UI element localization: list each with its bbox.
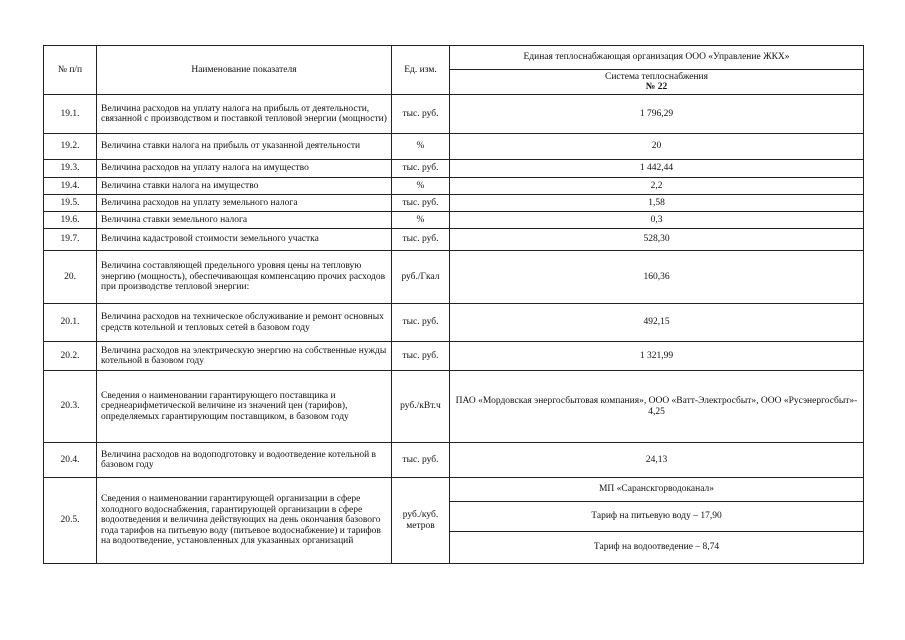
row-num: 20.: [44, 251, 97, 304]
row-name: Величина расходов на уплату налога на прибыль от деятельности, связанной с производством и поставкой тепловой энергии (мощности): [97, 95, 392, 134]
row-num: 20.1.: [44, 304, 97, 342]
row-name: Величина кадастровой стоимости земельного участка: [97, 229, 392, 251]
row-num: 19.3.: [44, 160, 97, 178]
row-name: Величина расходов на электрическую энергию на собственные нужды котельной в базовом году: [97, 342, 392, 371]
row-num: 19.6.: [44, 212, 97, 229]
row-unit: тыс. руб.: [392, 443, 450, 478]
header-num: № п/п: [44, 46, 97, 95]
row-unit: руб./куб. метров: [392, 478, 450, 564]
table-row: [44, 342, 864, 371]
table-row: [44, 195, 864, 212]
table-row: [44, 478, 864, 502]
row-num: 19.4.: [44, 178, 97, 195]
row-value-org: МП «Саранскгорводоканал»: [450, 478, 864, 502]
table-row: [44, 212, 864, 229]
header-system: [450, 70, 864, 95]
header-unit: Ед. изм.: [392, 46, 450, 95]
row-value: 2,2: [450, 178, 864, 195]
header-name: Наименование показателя: [97, 46, 392, 95]
row-unit: %: [392, 212, 450, 229]
row-num: 20.3.: [44, 371, 97, 443]
row-value: 20: [450, 134, 864, 160]
row-value: 1,58: [450, 195, 864, 212]
row-value: 528,30: [450, 229, 864, 251]
row-num: 19.1.: [44, 95, 97, 134]
row-unit: тыс. руб.: [392, 195, 450, 212]
row-unit: тыс. руб.: [392, 229, 450, 251]
row-name: Величина ставки земельного налога: [97, 212, 392, 229]
table-row: [44, 371, 864, 443]
header-system-label: Система теплоснабжения: [604, 71, 709, 82]
table-row: [44, 304, 864, 342]
row-name: Величина расходов на уплату налога на имущество: [97, 160, 392, 178]
row-name: Величина ставки налога на прибыль от указанной деятельности: [97, 134, 392, 160]
row-value: 492,15: [450, 304, 864, 342]
row-unit: руб./кВт.ч: [392, 371, 450, 443]
row-unit: тыс. руб.: [392, 95, 450, 134]
row-num: 19.7.: [44, 229, 97, 251]
row-name: Сведения о наименовании гарантирующего поставщика и среднеарифметической величине из значений цен (тарифов), определяемых гарантирующим поставщиком, в базовом году: [97, 371, 392, 443]
row-unit: тыс. руб.: [392, 160, 450, 178]
row-value: 24,13: [450, 443, 864, 478]
row-num: 20.5.: [44, 478, 97, 564]
row-name: Величина расходов на уплату земельного налога: [97, 195, 392, 212]
row-value: 0,3: [450, 212, 864, 229]
table-row: [44, 178, 864, 195]
table-row: [44, 251, 864, 304]
row-num: 19.2.: [44, 134, 97, 160]
row-unit: тыс. руб.: [392, 342, 450, 371]
row-unit: тыс. руб.: [392, 304, 450, 342]
row-unit: %: [392, 178, 450, 195]
row-name: Сведения о наименовании гарантирующей организации в сфере холодного водоснабжения, гарантирующей организации в сфере водоотведения и величина действующих на день окончания базового года тарифов на питьевую воду (питьевое водоснабжение) и тарифов на водоотведение, установленных для указанных организаций: [97, 478, 392, 564]
row-num: 19.5.: [44, 195, 97, 212]
table-row: [44, 134, 864, 160]
row-name: Величина ставки налога на имущество: [97, 178, 392, 195]
header-system-number: № 22: [645, 82, 668, 92]
table-row: [44, 95, 864, 134]
row-unit: %: [392, 134, 450, 160]
row-unit: руб./Гкал: [392, 251, 450, 304]
row-value: 1 796,29: [450, 95, 864, 134]
row-num: 20.4.: [44, 443, 97, 478]
row-num: 20.2.: [44, 342, 97, 371]
row-value-sewer-tariff: Тариф на водоотведение – 8,74: [450, 532, 864, 564]
row-value: 1 321,99: [450, 342, 864, 371]
row-name: Величина составляющей предельного уровня цены на тепловую энергию (мощность), обеспечивающая компенсацию прочих расходов при производстве тепловой энергии:: [97, 251, 392, 304]
table-row: [44, 160, 864, 178]
indicator-table: [43, 45, 864, 564]
row-name: Величина расходов на техническое обслуживание и ремонт основных средств котельной и тепловых сетей в базовом году: [97, 304, 392, 342]
header-org: Единая теплоснабжающая организация ООО «Управление ЖКХ»: [450, 46, 864, 70]
row-value: ПАО «Мордовская энергосбытовая компания», ООО «Ватт-Электросбыт», ООО «Русэнергосбыт»- 4,25: [450, 371, 864, 443]
row-value: 160,36: [450, 251, 864, 304]
table-row: [44, 229, 864, 251]
row-name: Величина расходов на водоподготовку и водоотведение котельной в базовом году: [97, 443, 392, 478]
row-value-water-tariff: Тариф на питьевую воду – 17,90: [450, 502, 864, 532]
table-row: [44, 443, 864, 478]
header-row: [44, 46, 864, 70]
row-value: 1 442,44: [450, 160, 864, 178]
